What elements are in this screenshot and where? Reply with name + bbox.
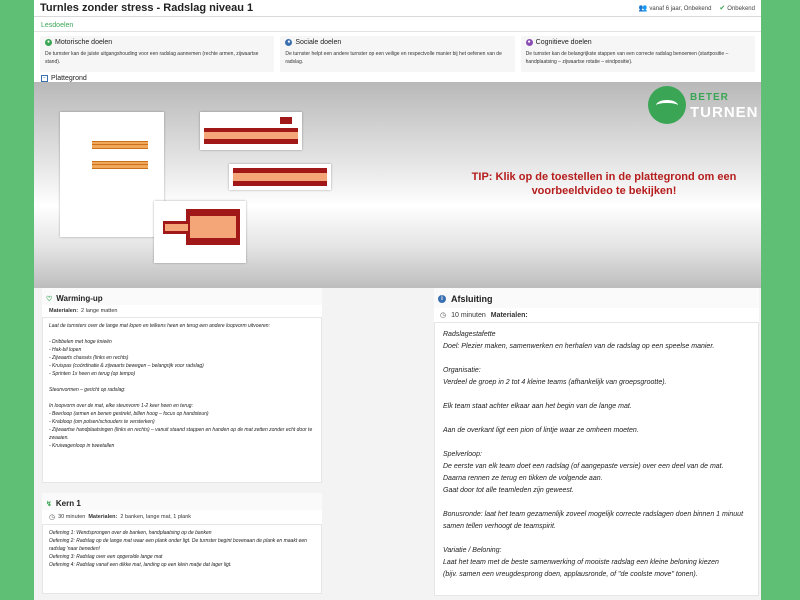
goal-title: Motorische doelen <box>55 39 113 46</box>
info-icon: i <box>438 295 446 303</box>
warmup-content <box>42 317 322 483</box>
materials-label: Materialen: <box>88 514 118 520</box>
goal-card-motor <box>40 36 274 72</box>
logo-top-text: BETER <box>690 92 729 103</box>
goal-text: De turnster kan de juiste uitgangshouding voor een radslag aannemen (rechte armen, zijwaartse stand). <box>45 51 259 65</box>
afsluiting-text: Radslagestafette Doel: Plezier maken, samenwerken en herhalen van de radslag op een speelse manier. Organisatie: Verdeel de groep in 2 tot 4 kleine teams (afhankelijk van groepsgrootte). Elk team staat achter elkaar aan het begin van de lange mat. Aan de overkant ligt een pion of lintje waar ze omheen moeten. Spelverloop: De eerste van elk team doet een radslag (of aangepaste versie) over een deel van de mat. Daarna rennen ze terug en tikken de volgende aan. Gaat door tot alle teamleden zijn geweest. Bonusronde: laat het team gezamenlijk zoveel mogelijk correcte radslagen doen binnen 1 minuut samen tellen verhoogt de teamspirit. Variatie / Beloning: Laat het team met de beste samenwerking of mooiste radslag een kleine beloning kiezen (bijv. samen een vreugdesprong doen, applausronde, of "de coolste move" tonen). <box>443 331 744 578</box>
social-icon: ● <box>287 39 291 45</box>
warmup-text: Laat de turnsters over de lange mat lopen en telkens heen en terug een andere loopvorm uitvoeren: - Dribbelen met hoge knieën - Hak-bil lopen - Zijwaarts chassés (links en rechts) - Kruispas (coördinatie & zijwaarts bewegen – belangrijk voor radslag) - Sprinten 1x heen en terug (op tempo) Steunvormen – gericht op radslag: In loopvorm over de mat, elke steunvorm 1-2 keer heen en terug: - Beerloop (armen en benen gestrekt, billen hoog – focus op handsteun) - Krabloop (om polsen/schouders te versterken) - Zijwaartse handplaatsingen (links en rechts) – vanuit staand stappen en handen op de mat zetten zonder echt door te zwaaien. - Kruiwagenloop in tweetallen <box>49 323 313 449</box>
small-mat-inner <box>165 224 188 231</box>
page-title: Turnles zonder stress - Radslag niveau 1 <box>40 2 254 14</box>
header-meta <box>639 4 755 12</box>
warmup-materials <box>42 305 322 317</box>
rolled-mat-inner <box>233 173 327 181</box>
level-meta: ✔ Onbekend <box>719 5 755 12</box>
gymnastics-icon: ↯ <box>46 500 52 508</box>
kern-text: Oefening 1: Wendsprongen over de banken, handplaatsing op de banken Oefening 2: Radslag op de lange mat waar een plank onder ligt. De turnster begint bovenaan de plank en maakt een radslag 'naar beneden! Oefening 3: Radslag over een opgerolde lange mat Oefening 4: Radslag vanaf een dikke mat, landing op een klein matje dat lager ligt. <box>49 530 307 568</box>
bench-2[interactable] <box>92 161 148 169</box>
goal-title: Cognitieve doelen <box>535 39 592 46</box>
materials-label: Materialen: <box>490 311 528 319</box>
kern-materials <box>42 510 322 524</box>
thick-mat-inner <box>190 216 236 238</box>
kern-title: Kern 1 <box>55 499 81 508</box>
clock-icon: ◷ <box>440 312 447 319</box>
apparatus-mat-plank[interactable] <box>200 112 302 150</box>
goal-text: De turnster helpt een andere turnster op een veilige en respectvolle manier bij het oefenen van de radslag. <box>285 51 502 65</box>
lesson-page <box>34 0 761 600</box>
afsluiting-title: Afsluiting <box>451 294 493 304</box>
goal-text: De turnster kan de belangrijkste stappen van een correcte radslag benoemen (startpositie – handplaatsing – zijwaartse rotatie – eindpositie). <box>525 51 729 65</box>
gymnast-icon <box>648 86 686 124</box>
cognitive-icon: ● <box>527 39 531 45</box>
apparatus-benches[interactable] <box>60 112 164 237</box>
logo-bottom-text: TURNEN <box>690 104 759 121</box>
check-circle-icon: ✔ <box>719 5 726 12</box>
bench-1[interactable] <box>92 141 148 149</box>
motor-icon: ● <box>46 39 51 45</box>
plank <box>280 117 292 124</box>
goals-row <box>34 32 761 72</box>
section-label-lesdoelen: Lesdoelen <box>34 17 761 32</box>
left-column <box>42 288 322 594</box>
tip-text: TIP: Klik op de toestellen in de plattegrond om een voorbeeldvideo te bekijken! <box>471 171 737 197</box>
warmup-title: Warming-up <box>56 294 103 303</box>
heart-icon: ♡ <box>46 295 53 303</box>
kern-header <box>42 493 322 510</box>
afsluiting-header <box>434 288 759 308</box>
kern-content <box>42 524 322 594</box>
afsluiting-materials <box>434 308 759 322</box>
materials-value: 2 lange matten <box>81 308 118 314</box>
goal-card-social <box>280 36 514 72</box>
age-meta: 👥 vanaf 6 jaar, Onbekend <box>638 5 712 12</box>
long-mat-inner <box>204 132 298 139</box>
goal-title: Sociale doelen <box>295 39 342 46</box>
apparatus-thick-mat[interactable] <box>154 201 246 263</box>
collapse-icon[interactable]: − <box>41 75 48 82</box>
afsluiting-content <box>434 322 759 596</box>
kern-duration: 30 minuten <box>58 514 86 520</box>
floor-plan <box>34 82 761 288</box>
beter-turnen-logo <box>648 86 759 124</box>
materials-value: 2 banken, lange mat, 1 plank <box>120 514 192 520</box>
users-icon: 👥 <box>638 5 648 12</box>
apparatus-rolled-mat[interactable] <box>229 164 331 190</box>
goal-card-cognitive <box>521 36 755 72</box>
plattegrond-label: Plattegrond <box>51 75 87 82</box>
header <box>34 0 761 17</box>
warmup-header <box>42 288 322 305</box>
lesson-parts <box>34 288 761 600</box>
right-column <box>434 288 759 596</box>
afsluiting-duration: 10 minuten <box>451 311 486 319</box>
clock-icon: ◷ <box>49 514 56 521</box>
materials-label: Materialen: <box>49 308 79 314</box>
